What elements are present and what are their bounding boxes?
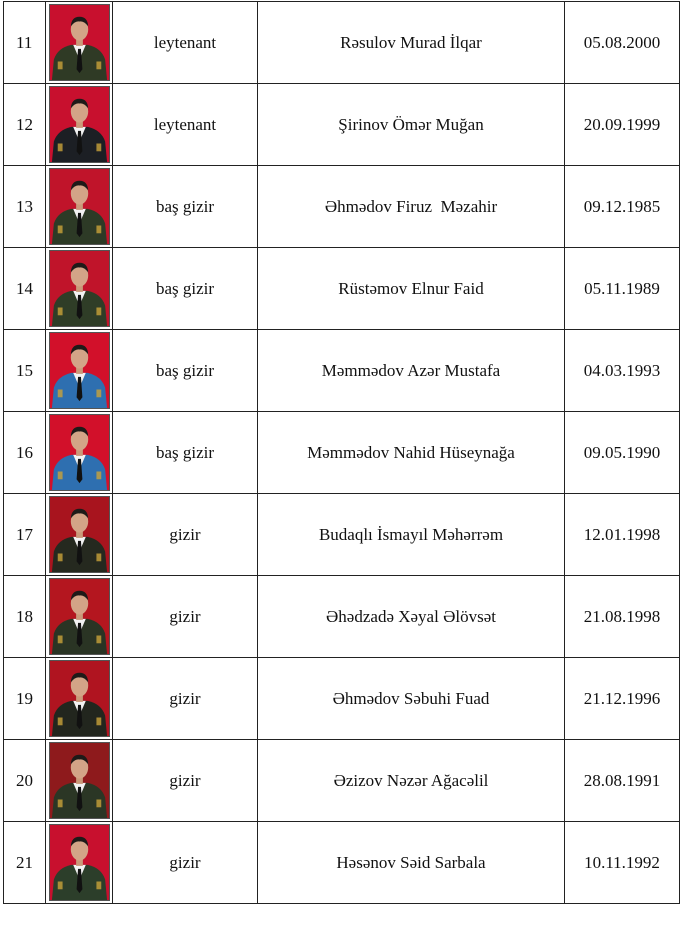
full-name: Məmmədov Nahid Hüseynağa	[258, 412, 565, 494]
portrait-photo	[49, 4, 110, 81]
photo-cell	[46, 330, 113, 412]
row-number: 17	[4, 494, 46, 576]
full-name: Əhədzadə Xəyal Əlövsət	[258, 576, 565, 658]
birth-date: 12.01.1998	[565, 494, 680, 576]
table-row	[4, 576, 680, 658]
table-row	[4, 84, 680, 166]
portrait-illustration	[50, 579, 109, 654]
photo-cell	[46, 166, 113, 248]
rank: gizir	[113, 576, 258, 658]
portrait-photo	[49, 496, 110, 573]
full-name: Əzizov Nəzər Ağacəlil	[258, 740, 565, 822]
full-name: Rəsulov Murad İlqar	[258, 2, 565, 84]
table-row	[4, 166, 680, 248]
photo-cell	[46, 658, 113, 740]
row-number: 12	[4, 84, 46, 166]
birth-date: 21.08.1998	[565, 576, 680, 658]
full-name: Rüstəmov Elnur Faid	[258, 248, 565, 330]
photo-cell	[46, 412, 113, 494]
portrait-illustration	[50, 333, 109, 408]
portrait-illustration	[50, 169, 109, 244]
portrait-illustration	[50, 743, 109, 818]
full-name: Məmmədov Azər Mustafa	[258, 330, 565, 412]
photo-cell	[46, 494, 113, 576]
rank: leytenant	[113, 2, 258, 84]
rank: baş gizir	[113, 166, 258, 248]
row-number: 15	[4, 330, 46, 412]
portrait-photo	[49, 660, 110, 737]
portrait-illustration	[50, 251, 109, 326]
birth-date: 10.11.1992	[565, 822, 680, 904]
rank: leytenant	[113, 84, 258, 166]
table-row	[4, 494, 680, 576]
row-number: 20	[4, 740, 46, 822]
portrait-illustration	[50, 825, 109, 900]
portrait-photo	[49, 332, 110, 409]
portrait-photo	[49, 414, 110, 491]
full-name: Əhmədov Səbuhi Fuad	[258, 658, 565, 740]
birth-date: 04.03.1993	[565, 330, 680, 412]
rank: baş gizir	[113, 248, 258, 330]
row-number: 11	[4, 2, 46, 84]
photo-cell	[46, 84, 113, 166]
birth-date: 05.08.2000	[565, 2, 680, 84]
birth-date: 05.11.1989	[565, 248, 680, 330]
row-number: 14	[4, 248, 46, 330]
photo-cell	[46, 248, 113, 330]
table-row	[4, 412, 680, 494]
rank: gizir	[113, 822, 258, 904]
full-name: Həsənov Səid Sarbala	[258, 822, 565, 904]
row-number: 18	[4, 576, 46, 658]
table-row	[4, 2, 680, 84]
table-row	[4, 330, 680, 412]
portrait-photo	[49, 742, 110, 819]
table-row	[4, 658, 680, 740]
portrait-photo	[49, 578, 110, 655]
portrait-illustration	[50, 415, 109, 490]
portrait-illustration	[50, 497, 109, 572]
personnel-table	[3, 1, 680, 904]
portrait-photo	[49, 86, 110, 163]
row-number: 21	[4, 822, 46, 904]
photo-cell	[46, 740, 113, 822]
birth-date: 09.05.1990	[565, 412, 680, 494]
rank: gizir	[113, 494, 258, 576]
row-number: 16	[4, 412, 46, 494]
portrait-photo	[49, 250, 110, 327]
table-row	[4, 822, 680, 904]
portrait-photo	[49, 824, 110, 901]
photo-cell	[46, 576, 113, 658]
birth-date: 09.12.1985	[565, 166, 680, 248]
rank: baş gizir	[113, 330, 258, 412]
birth-date: 21.12.1996	[565, 658, 680, 740]
row-number: 19	[4, 658, 46, 740]
photo-cell	[46, 822, 113, 904]
full-name: Şirinov Ömər Muğan	[258, 84, 565, 166]
table-row	[4, 740, 680, 822]
rank: baş gizir	[113, 412, 258, 494]
portrait-illustration	[50, 661, 109, 736]
portrait-photo	[49, 168, 110, 245]
photo-cell	[46, 2, 113, 84]
rank: gizir	[113, 658, 258, 740]
personnel-table-body	[4, 2, 680, 904]
row-number: 13	[4, 166, 46, 248]
rank: gizir	[113, 740, 258, 822]
birth-date: 28.08.1991	[565, 740, 680, 822]
portrait-illustration	[50, 5, 109, 80]
birth-date: 20.09.1999	[565, 84, 680, 166]
full-name: Budaqlı İsmayıl Məhərrəm	[258, 494, 565, 576]
full-name: Əhmədov Firuz Məzahir	[258, 166, 565, 248]
portrait-illustration	[50, 87, 109, 162]
table-row	[4, 248, 680, 330]
